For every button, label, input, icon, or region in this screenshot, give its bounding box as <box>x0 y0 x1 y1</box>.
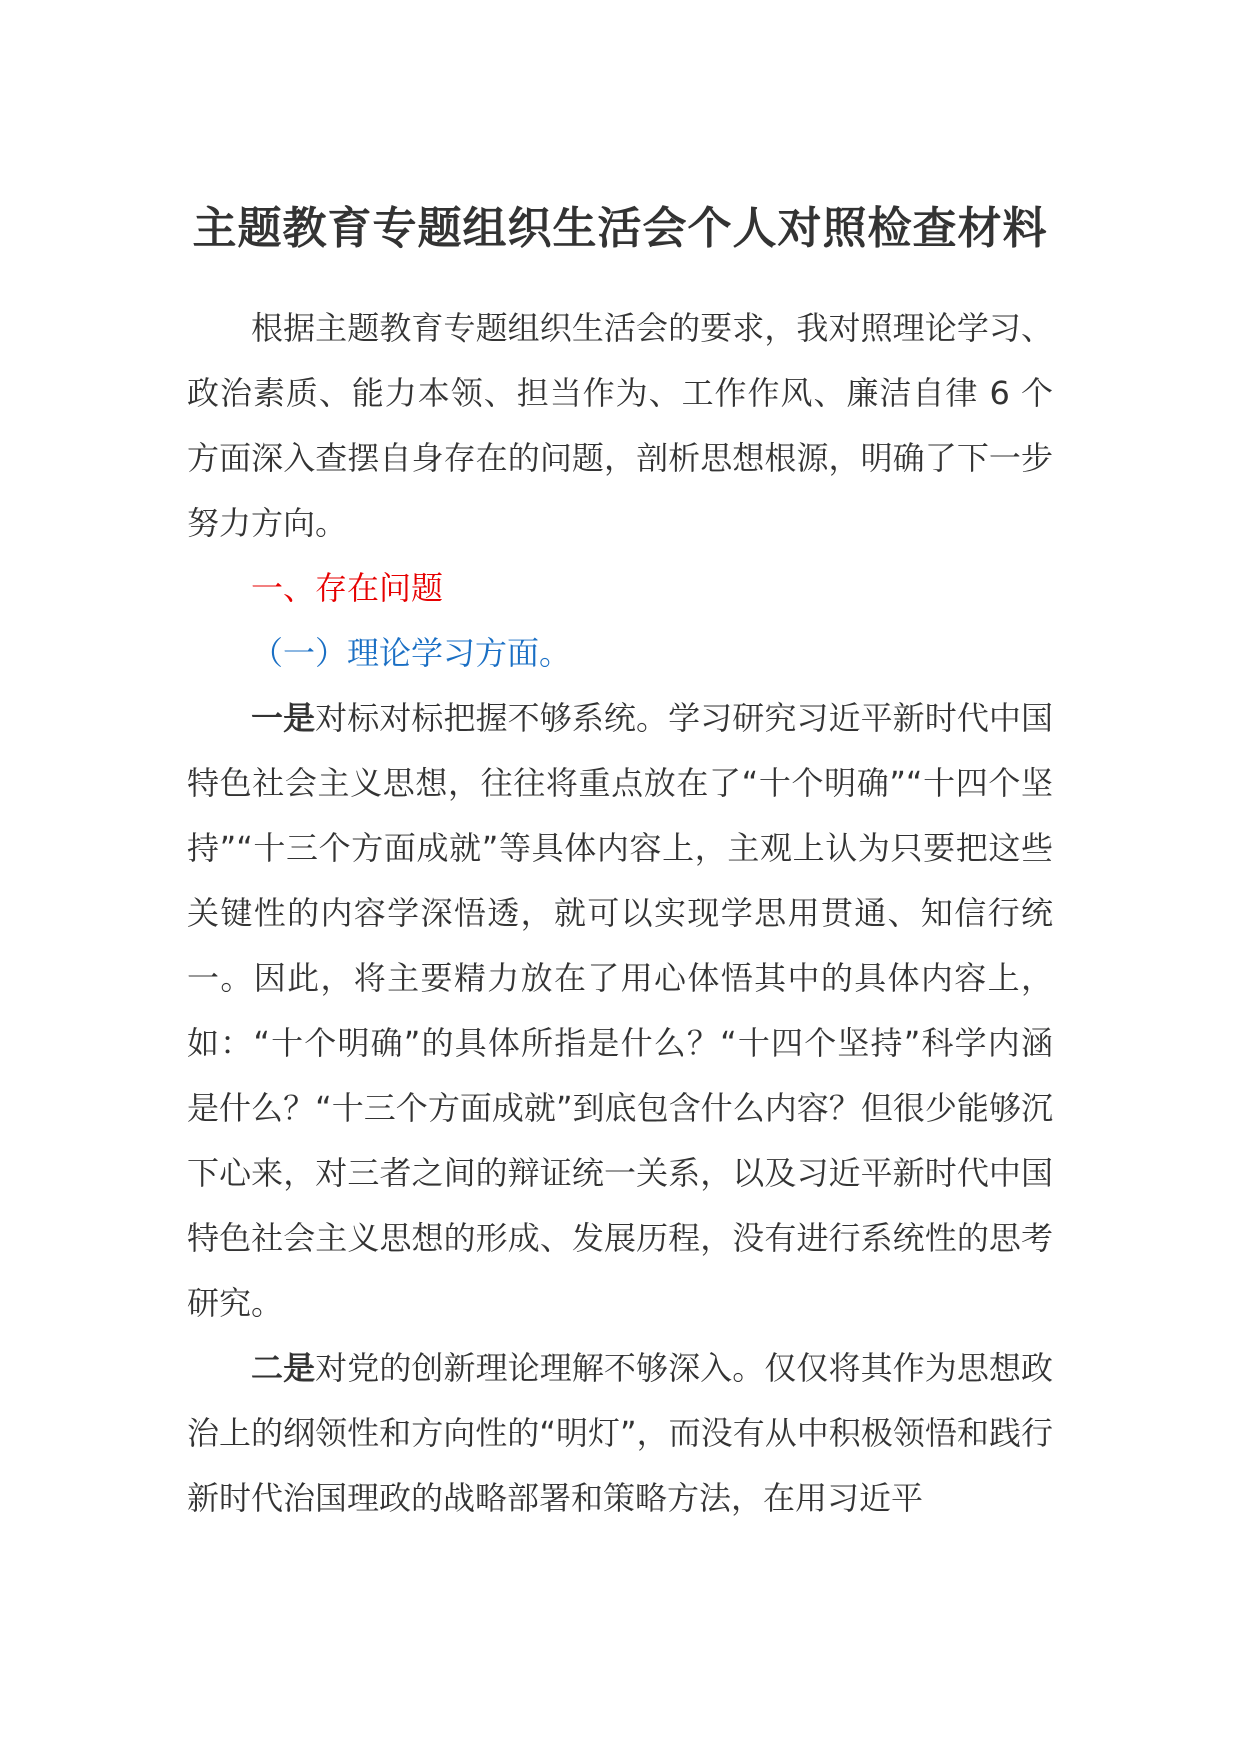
point-one-text: 对标对标把握不够系统。学习研究习近平新时代中国特色社会主义思想，往往将重点放在了“十个明确”“十四个坚持”“十三个方面成就”等具体内容上，主观上认为只要把这些关键性的内容学深悟透，就可以实现学思用贯通、知信行统一。因此，将主要精力放在了用心体悟其中的具体内容上，如：“十个明确”的具体所指是什么？“十四个坚持”科学内涵是什么？“十三个方面成就”到底包含什么内容？但很少能够沉下心来，对三者之间的辩证统一关系，以及习近平新时代中国特色社会主义思想的形成、发展历程，没有进行系统性的思考研究。 <box>187 699 1053 1322</box>
section-heading-problems: 一、存在问题 <box>251 569 444 607</box>
document-body <box>187 296 1053 1531</box>
point-two-text: 对党的创新理论理解不够深入。仅仅将其作为思想政治上的纲领性和方向性的“明灯”，而没有从中积极领悟和践行新时代治国理政的战略部署和策略方法，在用习近平 <box>187 1349 1053 1517</box>
subsection-heading-theory-study: （一）理论学习方面。 <box>251 634 572 672</box>
document-title: 主题教育专题组织生活会个人对照检查材料 <box>192 203 1048 254</box>
point-one-paragraph <box>187 686 1053 1336</box>
point-one-lead: 一是 <box>251 699 316 737</box>
point-two-lead: 二是 <box>251 1349 316 1387</box>
intro-paragraph: 根据主题教育专题组织生活会的要求，我对照理论学习、政治素质、能力本领、担当作为、工作作风、廉洁自律 6 个方面深入查摆自身存在的问题，剖析思想根源，明确了下一步努力方向。 <box>187 309 1053 542</box>
point-two-paragraph <box>187 1336 1053 1531</box>
